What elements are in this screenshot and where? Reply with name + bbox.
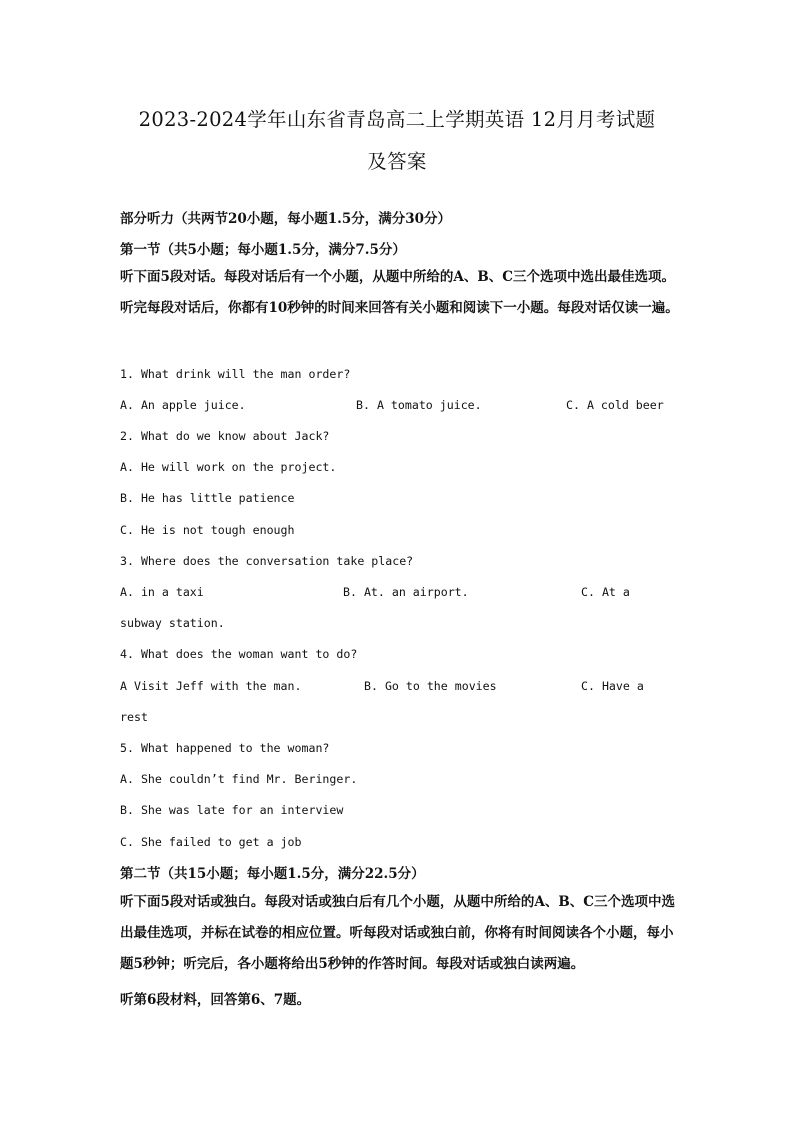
question-1-stem: 1. What drink will the man order? xyxy=(120,367,351,381)
question-4-option-b: B. Go to the movies xyxy=(364,679,497,693)
part-heading: 部分听力（共两节20小题，每小题1.5分，满分30分） xyxy=(120,211,452,227)
question-3-option-c: C. At a xyxy=(581,585,630,599)
section-2-instructions: 听下面5段对话或独白。每段对话或独白后有几个小题，从题中所给的A、B、C三个选项中选出最佳选项，并标在试卷的相应位置。听每段对话或独白前，你将有时间阅读各个小题，每小题5秒钟；听完后，各小题将给出5秒钟的作答时间。每段对话或独白读两遍。 xyxy=(120,894,676,972)
section-1-instructions: 听下面5段对话。每段对话后有一个小题，从题中所给的A、B、C三个选项中选出最佳选项。听完每段对话后，你都有10秒钟的时间来回答有关小题和阅读下一小题。每段对话仅读一遍。 xyxy=(120,269,679,316)
question-3-option-c-continued: subway station. xyxy=(120,616,225,630)
question-5-option-b: B. She was late for an interview xyxy=(120,803,344,817)
question-3-option-a: A. in a taxi xyxy=(120,585,204,599)
title-line-1: 2023-2024学年山东省青岛高二上学期英语 12月月考试题 xyxy=(138,108,656,131)
section-1-heading: 第一节（共5小题；每小题1.5分，满分7.5分） xyxy=(120,242,406,258)
question-1-option-a: A. An apple juice. xyxy=(120,398,246,412)
title-line-2: 及答案 xyxy=(367,150,427,173)
section-2-subheading: 听第6段材料，回答第6、7题。 xyxy=(120,992,311,1008)
question-1-option-b: B. A tomato juice. xyxy=(356,398,482,412)
question-3-option-b: B. At. an airport. xyxy=(343,585,469,599)
question-2-stem: 2. What do we know about Jack? xyxy=(120,429,330,443)
question-2-option-c: C. He is not tough enough xyxy=(120,523,295,537)
question-3-stem: 3. Where does the conversation take place? xyxy=(120,554,414,568)
question-4-option-c: C. Have a xyxy=(581,679,644,693)
question-2-option-a: A. He will work on the project. xyxy=(120,460,337,474)
question-5-option-c: C. She failed to get a job xyxy=(120,835,302,849)
question-5-option-a: A. She couldn’t find Mr. Beringer. xyxy=(120,772,358,786)
question-4-option-a: A Visit Jeff with the man. xyxy=(120,679,302,693)
question-5-stem: 5. What happened to the woman? xyxy=(120,741,330,755)
question-4-stem: 4. What does the woman want to do? xyxy=(120,647,358,661)
section-2-heading: 第二节（共15小题；每小题1.5分，满分22.5分） xyxy=(120,866,425,882)
question-1-option-c: C. A cold beer xyxy=(566,398,664,412)
question-2-option-b: B. He has little patience xyxy=(120,491,295,505)
question-4-option-c-continued: rest xyxy=(120,710,148,724)
